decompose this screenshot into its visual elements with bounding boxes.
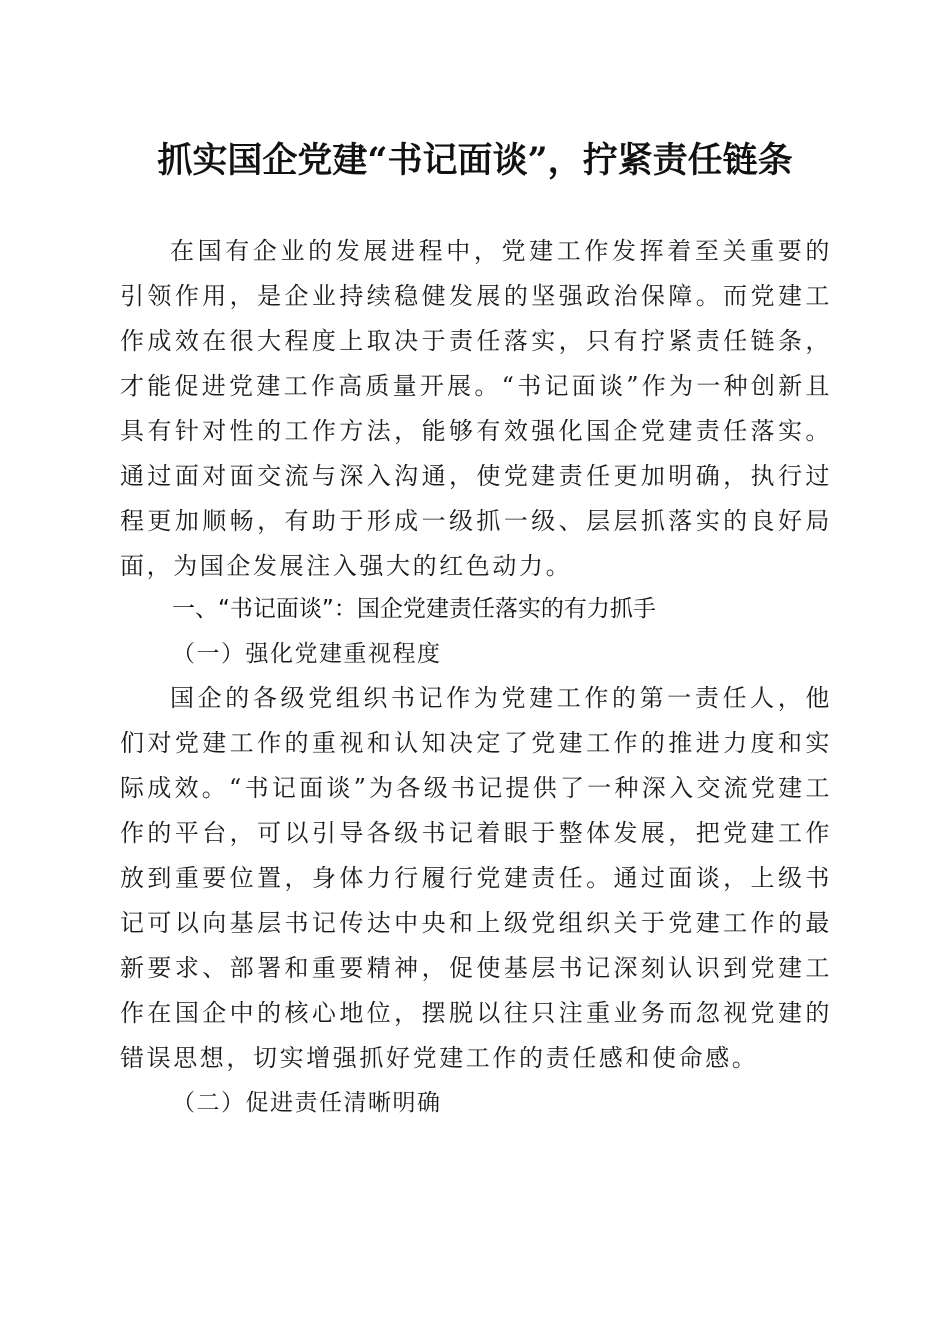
subsection-1-body [120, 676, 832, 1081]
subsection-1-paragraph: 国企的各级党组织书记作为党建工作的第一责任人，他们对党建工作的重视和认知决定了党建工作的推进力度和实际成效。“书记面谈”为各级书记提供了一种深入交流党建工作的平台，可以引导各级书记着眼于整体发展，把党建工作放到重要位置，身体力行履行党建责任。通过面谈，上级书记可以向基层书记传达中央和上级党组织关于党建工作的最新要求、部署和重要精神，促使基层书记深刻认识到党建工作在国企中的核心地位，摆脱以往只注重业务而忽视党建的错误思想，切实增强抓好党建工作的责任感和使命感。 [120, 684, 832, 1072]
subsection-heading-1: （一）强化党建重视程度 [172, 641, 442, 667]
section-heading-1: 一、“书记面谈”：国企党建责任落实的有力抓手 [172, 596, 656, 622]
intro-paragraph: 在国有企业的发展进程中，党建工作发挥着至关重要的引领作用，是企业持续稳健发展的坚强政治保障。而党建工作成效在很大程度上取决于责任落实，只有拧紧责任链条，才能促进党建工作高质量开展。“书记面谈”作为一种创新且具有针对性的工作方法，能够有效强化国企党建责任落实。通过面对面交流与深入沟通，使党建责任更加明确，执行过程更加顺畅，有助于形成一级抓一级、层层抓落实的良好局面，为国企发展注入强大的红色动力。 [120, 237, 832, 580]
subsection-heading-2: （二）促进责任清晰明确 [172, 1090, 442, 1116]
document-title: 抓实国企党建“书记面谈”，拧紧责任链条 [157, 140, 793, 181]
intro-section [120, 229, 832, 589]
